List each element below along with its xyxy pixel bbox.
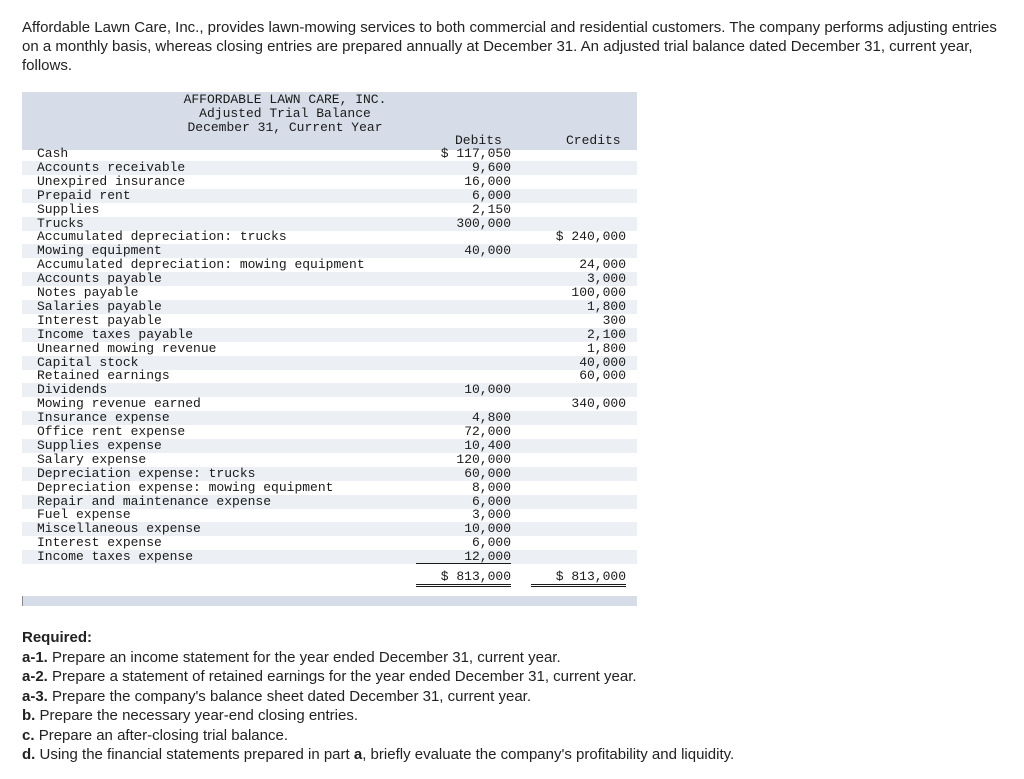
table-row [22,356,637,370]
credit-amount: 3,000 [586,271,626,287]
table-row [22,175,637,189]
item-label: a-2. [22,668,48,685]
totals-row [22,569,637,585]
adjusted-trial-balance [22,92,637,606]
credit-amount: 24,000 [579,257,626,273]
item-label: c. [22,726,35,744]
item-label: d. [22,746,36,763]
credit-amount: 1,800 [586,340,626,356]
company-name: AFFORDABLE LAWN CARE, INC. [183,92,387,107]
debits-header: Debits [455,133,502,148]
table-row [22,286,637,300]
required-item-a3 [22,687,1002,707]
account-name: Prepaid rent [37,187,131,203]
account-name: Accounts payable [37,271,162,287]
table-row [22,203,637,217]
debit-amount: 9,600 [471,159,511,175]
credit-amount: $ 240,000 [555,229,626,245]
account-name: Unexpired insurance [37,173,186,189]
account-name: Depreciation expense: trucks [37,465,256,481]
table-row [22,397,637,411]
required-item-a1 [22,648,1002,668]
account-name: Miscellaneous expense [37,521,201,537]
credit-amount: 100,000 [571,285,626,300]
account-name: Salaries payable [37,298,162,314]
statement-date: December 31, Current Year [187,120,383,135]
credit-amount: 1,800 [586,298,626,314]
item-text: Prepare an after-closing trial balance. [38,726,288,744]
debit-amount: 2,150 [471,201,511,217]
table-row [22,467,637,481]
table-row [22,217,637,231]
debit-amount: 10,000 [464,521,511,537]
item-label: a-3. [22,687,48,705]
credits-header: Credits [566,133,621,148]
account-name: Mowing revenue earned [37,396,201,412]
debit-amount: 16,000 [464,173,511,189]
scrollbar-edge [22,596,23,606]
account-name: Notes payable [37,285,139,300]
account-name: Unearned mowing revenue [37,340,217,356]
account-name: Accounts receivable [37,159,186,175]
table-row [22,342,637,356]
debit-amount: 3,000 [471,507,511,523]
account-name: Retained earnings [37,368,170,384]
account-name: Income taxes payable [37,326,194,342]
total-credits: $ 813,000 [531,569,626,587]
table-row [22,453,637,467]
table-row [22,550,637,564]
table-row [22,439,637,453]
account-name: Salary expense [37,451,147,467]
debit-amount: 10,000 [464,382,511,398]
trial-balance-title [140,93,430,135]
required-item-b [22,706,1002,726]
item-label: b. [22,707,36,724]
debit-amount: 6,000 [471,535,511,551]
required-item-a2 [22,667,1002,687]
credit-amount: 40,000 [579,354,626,370]
account-name: Capital stock [37,354,139,370]
item-text: Prepare the necessary year-end closing entries. [39,707,359,724]
account-name: Dividends [37,382,108,398]
required-item-d [22,745,1002,765]
account-name: Depreciation expense: mowing equipment [37,479,334,495]
table-row [22,425,637,439]
account-name: Office rent expense [37,424,186,439]
item-text-end: , briefly evaluate the company's profitability and liquidity. [362,746,735,763]
problem-intro: Affordable Lawn Care, Inc., provides lawn-mowing services to both commercial and residential customers. The company performs adjusting entries on a monthly basis, whereas closing entries are prepared annually at December 31. An adjusted trial balance dated December 31, current year, follows. [22,19,997,74]
item-text: Prepare an income statement for the year ended December 31, current year. [52,648,561,666]
debit-amount: 300,000 [456,215,511,231]
item-text-bold: a [353,746,363,763]
table-row [22,522,637,536]
table-row [22,314,637,328]
account-name: Interest expense [37,535,162,551]
table-row [22,508,637,522]
debit-amount: 6,000 [471,187,511,203]
table-row [22,536,637,550]
statement-name: Adjusted Trial Balance [199,106,371,121]
table-row [22,161,637,175]
table-scrollbar[interactable] [22,596,637,606]
table-row [22,189,637,203]
debit-amount: 10,400 [464,437,511,453]
debit-amount: 8,000 [471,479,511,495]
debit-amount: 4,800 [471,410,511,426]
account-name: Repair and maintenance expense [37,493,272,509]
required-heading: Required: [22,629,93,646]
item-label: a-1. [22,648,48,666]
required-item-c [22,726,1002,746]
table-row [22,411,637,425]
table-row [22,369,637,383]
account-name: Trucks [37,215,84,231]
debit-amount: 120,000 [456,451,511,467]
debit-amount: 60,000 [464,465,511,481]
account-name: Cash [37,146,69,161]
table-row [22,383,637,397]
debit-amount: 40,000 [464,243,511,259]
total-debits: $ 813,000 [416,569,511,587]
item-text: Prepare a statement of retained earnings for the year ended December 31, current year. [52,668,637,685]
debit-amount: 6,000 [471,493,511,509]
credit-amount: 300 [602,312,626,328]
credit-amount: 340,000 [571,396,626,412]
table-row [22,481,637,495]
account-name: Interest payable [37,312,162,328]
table-row [22,328,637,342]
table-row [22,230,637,244]
item-text: Using the financial statements prepared in part [39,746,350,763]
account-name: Insurance expense [37,410,170,426]
table-row [22,147,637,161]
account-name: Accumulated depreciation: mowing equipment [37,257,365,273]
table-row [22,495,637,509]
table-row [22,258,637,272]
required-section [22,628,1002,765]
table-row [22,300,637,314]
item-text: Prepare the company's balance sheet dated December 31, current year. [52,687,532,705]
account-name: Supplies expense [37,437,162,453]
debit-amount: $ 117,050 [440,146,511,161]
account-name: Fuel expense [37,507,131,523]
table-row [22,244,637,258]
debit-amount: 72,000 [464,424,511,439]
credit-amount: 60,000 [579,368,626,384]
table-row [22,272,637,286]
account-name: Income taxes expense [37,549,194,565]
debit-amount: 12,000 [416,550,511,564]
credit-amount: 2,100 [586,326,626,342]
account-name: Supplies [37,201,100,217]
account-name: Mowing equipment [37,243,162,259]
account-name: Accumulated depreciation: trucks [37,229,287,245]
